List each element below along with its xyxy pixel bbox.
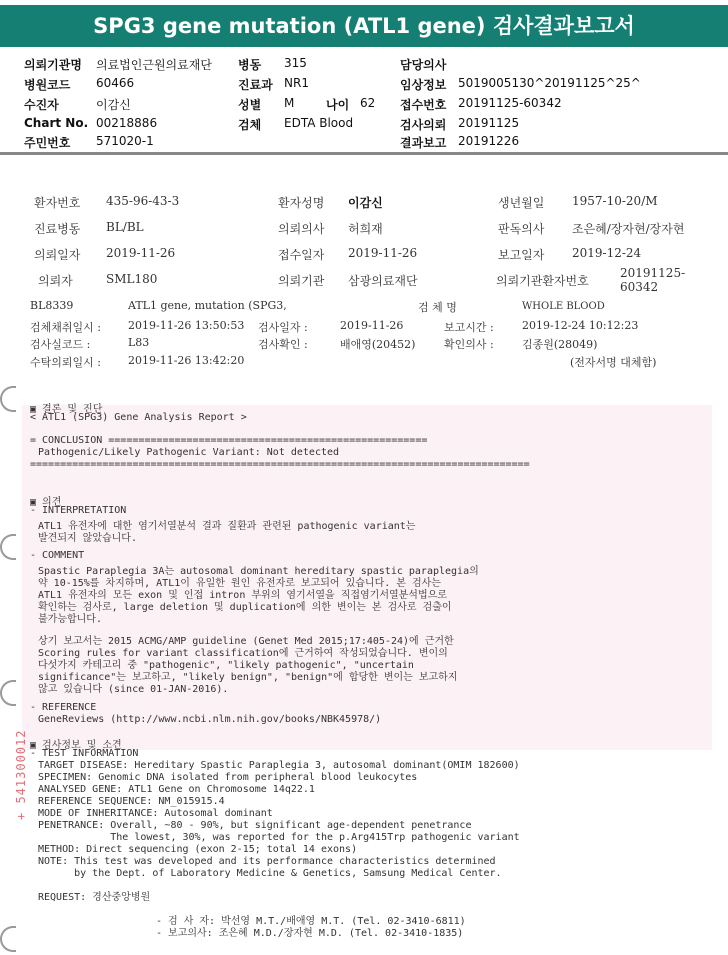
header-label: 진료과 — [238, 78, 273, 92]
comment-line: 약 10-15%를 차지하며, ATL1이 유일한 원인 유전자로 보고되어 있습니다. 본 검사는 — [38, 578, 441, 589]
header-label: 임상정보 — [400, 78, 447, 92]
comment-line: 상기 보고서는 2015 ACMG/AMP guideline (Genet Med 2015;17:405-24)에 근거한 — [38, 636, 454, 647]
test-info-heading: - TEST INFORMATION — [30, 748, 139, 759]
comment-line: 불가능합니다. — [38, 614, 102, 625]
header-value: 이감신 — [96, 98, 131, 112]
test-info-line: ANALYSED GENE: ATL1 Gene on Chromosome 14q22.1 — [38, 784, 315, 795]
patient-value: 조은혜/장자현/장자현 — [572, 222, 685, 236]
conclusion-text: Pathogenic/Likely Pathogenic Variant: Not detected — [38, 447, 340, 458]
specimen-value: WHOLE BLOOD — [522, 301, 605, 312]
test-name: ATL1 gene, mutation (SPG3, — [128, 299, 287, 312]
specimen-label: 검 체 명 — [418, 301, 457, 314]
specimen-label: 검사일자 : — [258, 321, 308, 334]
patient-label: 의뢰일자 — [34, 248, 81, 262]
test-info-line: MODE OF INHERITANCE: Autosomal dominant — [38, 808, 273, 819]
patient-label: 생년월일 — [498, 196, 545, 210]
reference-heading: - REFERENCE — [30, 702, 97, 713]
specimen-label: 보고시간 : — [444, 321, 494, 334]
report-subtitle: < ATL1 (SPG3) Gene Analysis Report > — [30, 412, 247, 423]
specimen-label: 확인의사 : — [444, 338, 494, 351]
header-label: 성별 — [238, 98, 262, 112]
section-title: ▣ 검사정보 및 소견 — [30, 740, 122, 751]
header-label: 결과보고 — [400, 136, 447, 150]
specimen-label: 검사확인 : — [258, 338, 308, 351]
age-value: 62 — [360, 96, 376, 110]
header-value: 20191125-60342 — [458, 96, 562, 110]
section-title: ▣ 결론 및 진단 — [30, 404, 103, 415]
patient-label: 의뢰자 — [38, 274, 73, 288]
patient-label: 진료병동 — [34, 222, 81, 236]
header-value: 20191125 — [458, 116, 520, 130]
specimen-code: BL8339 — [30, 299, 74, 312]
comment-line: Scoring rules for variant classification에 근거하여 작성되었습니다. 변이의 — [38, 648, 448, 659]
specimen-value: 2019-11-26 13:42:20 — [128, 354, 245, 367]
patient-value: 허희재 — [348, 222, 383, 236]
section-title: ▣ 의견 — [30, 497, 62, 508]
header-value: 00218886 — [96, 116, 158, 130]
comment-line: significance"는 보고하고, "likely benign", "benign"에 합당한 변이는 보고하지 — [38, 672, 458, 683]
patient-value: 20191125- — [620, 266, 686, 280]
header-label: 검사의뢰 — [400, 118, 447, 132]
test-info-line: TARGET DISEASE: Hereditary Spastic Paraplegia 3, autosomal dominant(OMIM 182600) — [38, 760, 520, 771]
specimen-label: 검체채취일시 : — [30, 321, 101, 334]
specimen-value: 김종원(28049) — [522, 338, 598, 351]
test-info-line: PENETRANCE: Overall, ~80 - 90%, but significant age-dependent penetrance — [38, 820, 472, 831]
specimen-value: 배애영(20452) — [340, 338, 416, 351]
document-stamp: + 541300012 — [14, 729, 28, 820]
header-value: 60466 — [96, 76, 135, 90]
header-label: 병원코드 — [24, 78, 71, 92]
patient-value: 435-96-43-3 — [106, 194, 180, 208]
specimen-label: 수탁의뢰일시 : — [30, 356, 101, 369]
patient-value: 2019-11-26 — [106, 246, 176, 260]
test-info-line: by the Dept. of Laboratory Medicine & Genetics, Samsung Medical Center. — [38, 868, 502, 879]
header-value: 571020-1 — [96, 134, 154, 148]
header-label: 의뢰기관명 — [24, 58, 82, 72]
patient-value: 1957-10-20/M — [572, 194, 658, 208]
header-label: 담당의사 — [400, 58, 447, 72]
interpretation-line: ATL1 유전자에 대한 염기서열분석 결과 질환과 관련된 pathogenic variant는 — [38, 521, 416, 532]
header-value: M — [284, 96, 295, 110]
comment-line: 않고 있습니다 (since 01-JAN-2016). — [38, 684, 229, 695]
patient-value: 삼광의료재단 — [348, 274, 418, 288]
age-label: 나이 — [326, 98, 350, 112]
test-info-line: REFERENCE SEQUENCE: NM_015915.4 — [38, 796, 225, 807]
conclusion-heading: = CONCLUSION ===================================================== — [30, 435, 428, 446]
comment-line: ATL1 유전자의 모든 exon 및 인접 intron 부위의 염기서열을 직접염기서열분석법으로 — [38, 590, 447, 601]
header-value: 의료법인근원의료재단 — [96, 58, 212, 72]
test-info-line: NOTE: This test was developed and its performance characteristics determined — [38, 856, 496, 867]
header-value: NR1 — [284, 76, 309, 90]
patient-value: 60342 — [620, 280, 659, 294]
patient-label: 접수일자 — [278, 248, 325, 262]
header-label: 주민번호 — [24, 136, 71, 150]
interpretation-line: 발견되지 않았습니다. — [38, 533, 137, 544]
header-label: 검체 — [238, 118, 262, 132]
reference-text: GeneReviews (http://www.ncbi.nlm.nih.gov/books/NBK45978/) — [38, 714, 382, 725]
specimen-label: 검사실코드 : — [30, 338, 91, 351]
patient-label: 판독의사 — [498, 222, 545, 236]
header-label: Chart No. — [24, 116, 89, 130]
request-line: REQUEST: 경산중앙병원 — [38, 892, 151, 903]
patient-value: SML180 — [106, 272, 158, 286]
patient-label: 의뢰의사 — [278, 222, 325, 236]
interpretation-heading: - INTERPRETATION — [30, 505, 127, 516]
patient-label: 의뢰기관 — [278, 274, 325, 288]
patient-label: 환자번호 — [34, 196, 81, 210]
patient-name: 이감신 — [348, 196, 383, 210]
patient-value: BL/BL — [106, 220, 144, 234]
test-info-line: SPECIMEN: Genomic DNA isolated from peripheral blood leukocytes — [38, 772, 418, 783]
patient-label: 보고일자 — [498, 248, 545, 262]
header-value: 5019005130^20191125^25^ — [458, 76, 641, 90]
header-value: 315 — [284, 56, 307, 70]
test-info-line: The lowest, 30%, was reported for the p.Arg415Trp pathogenic variant — [38, 832, 520, 843]
header-label: 접수번호 — [400, 98, 447, 112]
header-divider — [0, 152, 728, 155]
test-info-line: METHOD: Direct sequencing (exon 2-15; total 14 exons) — [38, 844, 358, 855]
comment-line: Spastic Paraplegia 3A는 autosomal dominant hereditary spastic paraplegia의 — [38, 566, 479, 577]
patient-value: 2019-11-26 — [348, 246, 418, 260]
patient-label: 의뢰기관환자번호 — [496, 274, 589, 288]
specimen-value: L83 — [128, 336, 150, 349]
header-value: 20191226 — [458, 134, 520, 148]
comment-heading: - COMMENT — [30, 550, 85, 561]
comment-line: 다섯가지 카테고리 중 "pathogenic", "likely pathogenic", "uncertain — [38, 660, 414, 671]
comment-line: 확인하는 검사로, large deletion 및 duplication에 의한 변이는 본 검사로 검출이 — [38, 602, 452, 613]
header-label: 수진자 — [24, 98, 59, 112]
e-signature-note: (전자서명 대체함) — [570, 356, 657, 369]
patient-value: 2019-12-24 — [572, 246, 642, 260]
specimen-value: 2019-11-26 — [340, 319, 404, 332]
signer-line: - 검 사 자: 박선영 M.T./배애영 M.T. (Tel. 02-3410-6811) — [156, 916, 466, 927]
header-value: EDTA Blood — [284, 116, 354, 130]
specimen-value: 2019-12-24 10:12:23 — [522, 319, 639, 332]
report-title: SPG3 gene mutation (ATL1 gene) 검사결과보고서 — [0, 5, 728, 47]
specimen-value: 2019-11-26 13:50:53 — [128, 319, 245, 332]
patient-label: 환자성명 — [278, 196, 325, 210]
signer-line: - 보고의사: 조은혜 M.D./장자현 M.D. (Tel. 02-3410-1835) — [156, 928, 464, 939]
header-label: 병동 — [238, 58, 262, 72]
conclusion-rule: =================================================================================== — [30, 459, 530, 470]
